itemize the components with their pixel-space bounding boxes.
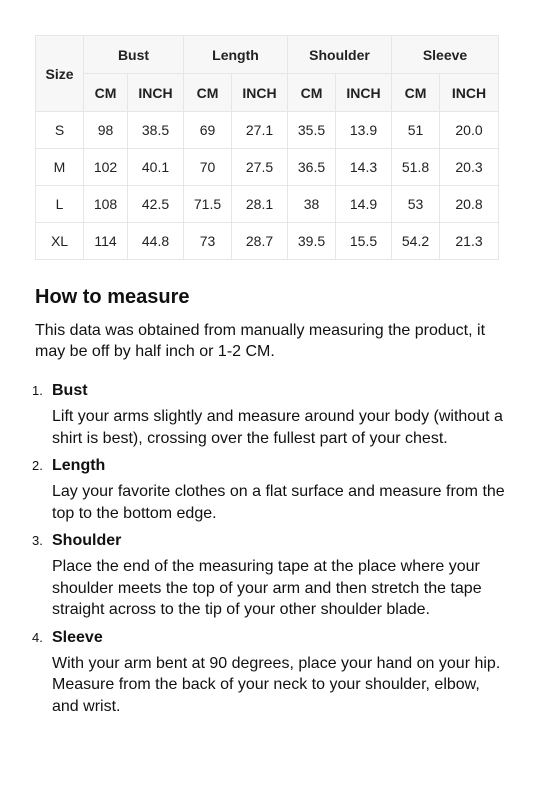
unit-header: CM (288, 74, 336, 112)
table-cell: 73 (184, 223, 232, 260)
unit-header: INCH (128, 74, 184, 112)
table-cell: 98 (84, 112, 128, 149)
intro-paragraph: This data was obtained from manually measuring the product, it may be off by half inch or 1-2 CM. (35, 322, 486, 360)
step-title: Sleeve (52, 628, 103, 646)
section-heading: How to measure (35, 286, 190, 308)
table-cell: 20.8 (440, 186, 499, 223)
table-cell: 114 (84, 223, 128, 260)
table-cell: 35.5 (288, 112, 336, 149)
table-cell: 53 (392, 186, 440, 223)
step-description: Place the end of the measuring tape at the place where your shoulder meets the top of your arm and then stretch the tape straight across to the tip of your other shoulder blade. (52, 558, 482, 618)
table-cell: 28.7 (232, 223, 288, 260)
table-cell: 27.1 (232, 112, 288, 149)
table-row (36, 112, 499, 149)
size-cell: XL (36, 223, 84, 260)
table-cell: 15.5 (336, 223, 392, 260)
step-number: 1. (32, 383, 43, 398)
list-item (32, 530, 505, 621)
table-cell: 38.5 (128, 112, 184, 149)
unit-header: INCH (440, 74, 499, 112)
list-item (32, 380, 505, 449)
step-number: 2. (32, 458, 43, 473)
measure-steps-list (32, 380, 505, 717)
table-cell: 51 (392, 112, 440, 149)
table-row (36, 149, 499, 186)
table-row (36, 186, 499, 223)
table-cell: 108 (84, 186, 128, 223)
table-cell: 28.1 (232, 186, 288, 223)
size-cell: S (36, 112, 84, 149)
table-cell: 40.1 (128, 149, 184, 186)
group-header-sleeve: Sleeve (392, 36, 499, 74)
unit-header: INCH (336, 74, 392, 112)
table-cell: 20.3 (440, 149, 499, 186)
table-cell: 21.3 (440, 223, 499, 260)
table-cell: 20.0 (440, 112, 499, 149)
how-to-measure-section (32, 283, 505, 723)
table-group-header-row (36, 36, 499, 74)
table-cell: 71.5 (184, 186, 232, 223)
list-item (32, 627, 505, 718)
table-cell: 14.3 (336, 149, 392, 186)
step-title: Bust (52, 382, 88, 399)
table-cell: 44.8 (128, 223, 184, 260)
table-cell: 39.5 (288, 223, 336, 260)
unit-header: INCH (232, 74, 288, 112)
table-unit-header-row (36, 74, 499, 112)
table-cell: 70 (184, 149, 232, 186)
unit-header: CM (84, 74, 128, 112)
table-cell: 42.5 (128, 186, 184, 223)
table-cell: 51.8 (392, 149, 440, 186)
table-cell: 69 (184, 112, 232, 149)
table-cell: 13.9 (336, 112, 392, 149)
table-cell: 38 (288, 186, 336, 223)
unit-header: CM (392, 74, 440, 112)
unit-header: CM (184, 74, 232, 112)
step-title: Length (52, 457, 106, 474)
step-description: Lay your favorite clothes on a flat surface and measure from the top to the bottom edge. (52, 483, 505, 522)
size-cell: M (36, 149, 84, 186)
size-chart-table (35, 35, 499, 260)
size-cell: L (36, 186, 84, 223)
step-description: With your arm bent at 90 degrees, place your hand on your hip. Measure from the back of your neck to your shoulder, elbow, and wrist. (52, 654, 501, 715)
step-title: Shoulder (52, 532, 122, 549)
table-cell: 14.9 (336, 186, 392, 223)
list-item (32, 455, 505, 524)
table-cell: 27.5 (232, 149, 288, 186)
table-cell: 102 (84, 149, 128, 186)
table-cell: 36.5 (288, 149, 336, 186)
step-number: 4. (32, 629, 43, 645)
group-header-shoulder: Shoulder (288, 36, 392, 74)
table-row (36, 223, 499, 260)
size-column-header: Size (36, 36, 84, 112)
group-header-bust: Bust (84, 36, 184, 74)
group-header-length: Length (184, 36, 288, 74)
step-number: 3. (32, 533, 43, 548)
step-description: Lift your arms slightly and measure around your body (without a shirt is best), crossing over the fullest part of your chest. (52, 408, 503, 447)
table-cell: 54.2 (392, 223, 440, 260)
